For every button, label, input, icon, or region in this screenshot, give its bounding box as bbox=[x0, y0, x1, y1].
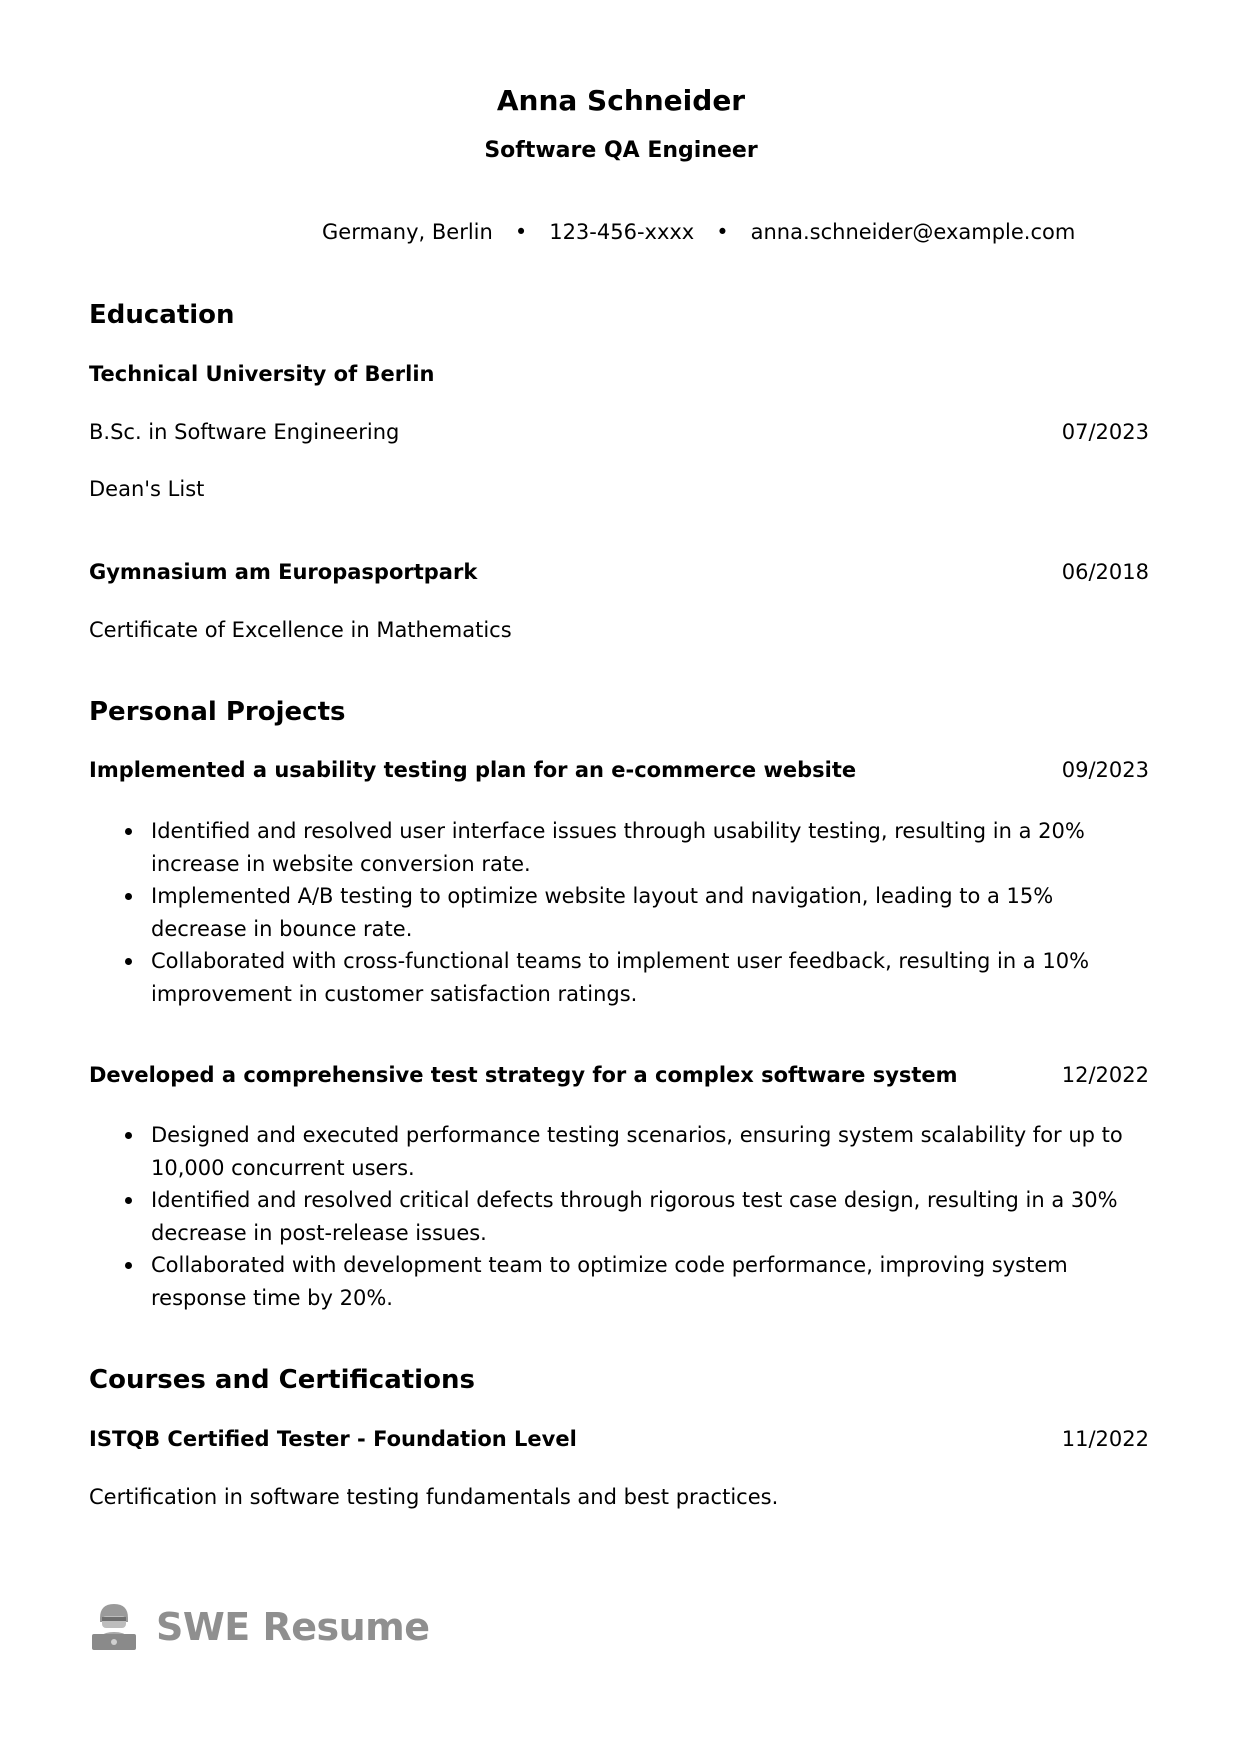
education-date: 06/2018 bbox=[1061, 560, 1149, 584]
project-title: Developed a comprehensive test strategy for a complex software system bbox=[89, 1063, 958, 1087]
education-degree: B.Sc. in Software Engineering bbox=[89, 420, 400, 444]
contact-line bbox=[322, 220, 1075, 244]
bullet-item: Identified and resolved critical defects through rigorous test case design, resulting in a 30% decrease in post-release issues. bbox=[151, 1184, 1151, 1249]
job-title: Software QA Engineer bbox=[484, 138, 758, 163]
education-note: Certificate of Excellence in Mathematics bbox=[89, 618, 512, 642]
education-note: Dean's List bbox=[89, 477, 205, 501]
resume-name: Anna Schneider bbox=[496, 84, 746, 117]
education-school: Technical University of Berlin bbox=[89, 362, 435, 386]
bullet-item: Designed and executed performance testing scenarios, ensuring system scalability for up to 10,000 concurrent users. bbox=[151, 1119, 1151, 1184]
education-date: 07/2023 bbox=[1061, 420, 1149, 444]
location: Germany, Berlin bbox=[322, 220, 493, 244]
project-title: Implemented a usability testing plan for an e-commerce website bbox=[89, 758, 857, 782]
bullet-item: Collaborated with development team to optimize code performance, improving system response time by 20%. bbox=[151, 1249, 1151, 1314]
separator-dot: • bbox=[514, 220, 528, 244]
section-heading-courses: Courses and Certifications bbox=[89, 1365, 475, 1395]
phone: 123-456-xxxx bbox=[549, 220, 695, 244]
section-heading-projects: Personal Projects bbox=[89, 697, 346, 727]
bullet-item: Implemented A/B testing to optimize website layout and navigation, leading to a 15% decrease in bounce rate. bbox=[151, 880, 1151, 945]
education-school: Gymnasium am Europasportpark bbox=[89, 560, 478, 584]
bullet-item: Identified and resolved user interface issues through usability testing, resulting in a 20% increase in website conversion rate. bbox=[151, 815, 1151, 880]
course-date: 11/2022 bbox=[1061, 1427, 1149, 1451]
course-description: Certification in software testing fundamentals and best practices. bbox=[89, 1485, 779, 1509]
brand-name: SWE Resume bbox=[156, 1605, 430, 1649]
section-heading-education: Education bbox=[89, 300, 235, 330]
developer-avatar-icon bbox=[90, 1600, 138, 1654]
project-date: 12/2022 bbox=[1061, 1063, 1149, 1087]
project-bullets bbox=[89, 1119, 1151, 1314]
course-title: ISTQB Certified Tester - Foundation Level bbox=[89, 1427, 577, 1451]
email: anna.schneider@example.com bbox=[750, 220, 1076, 244]
project-date: 09/2023 bbox=[1061, 758, 1149, 782]
project-bullets bbox=[89, 815, 1151, 1010]
brand-logo bbox=[90, 1600, 430, 1654]
separator-dot: • bbox=[716, 220, 729, 244]
bullet-item: Collaborated with cross-functional teams to implement user feedback, resulting in a 10% improvement in customer satisfaction ratings. bbox=[151, 945, 1151, 1010]
